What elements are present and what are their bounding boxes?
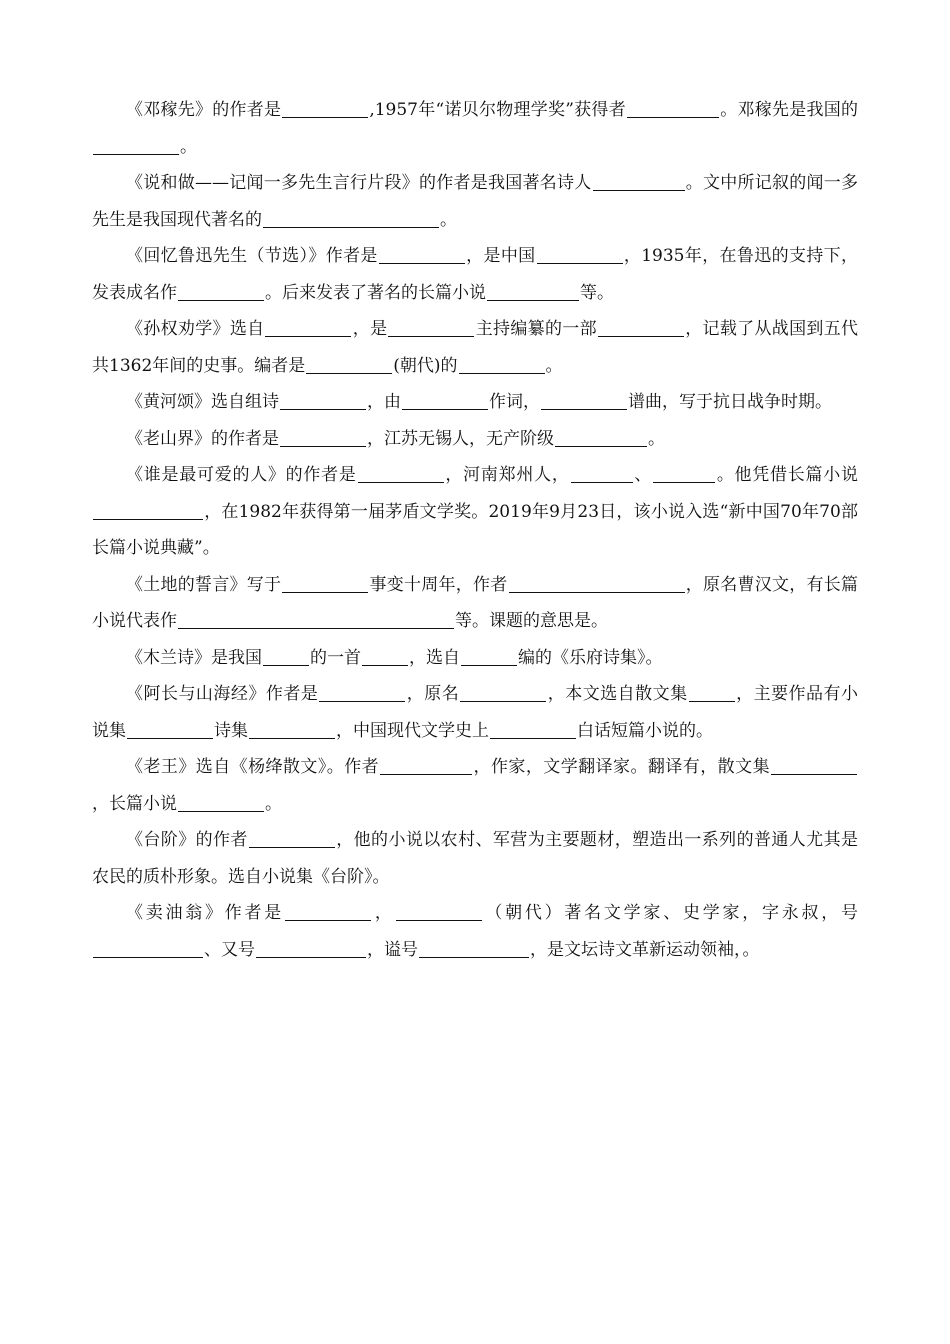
paragraph-text: ，江苏无锡人，无产阶级 (367, 428, 554, 449)
fill-in-blank[interactable] (280, 391, 366, 410)
fill-in-blank[interactable] (127, 720, 213, 739)
fill-in-blank[interactable] (509, 574, 685, 593)
paragraph-text: ，在1982年获得第一届茅盾文学奖。2019年9月23日，该小说入选“新中国70年70部长篇小说典藏”。 (92, 501, 858, 558)
paragraph-text: (朝代)的 (393, 355, 458, 376)
paragraph-text: ，原名曹汉文，有长篇小说代表作 (92, 574, 858, 631)
fill-in-blank[interactable] (379, 245, 465, 264)
paragraph-text: ，选自 (409, 647, 460, 668)
fill-in-blank[interactable] (178, 282, 264, 301)
fill-in-blank[interactable] (537, 245, 623, 264)
paragraph-text: 作词， (489, 392, 540, 412)
paragraph-text: 。文中所记叙的闻一多先生是我国现代著名的 (92, 173, 858, 230)
paragraph-text: ，原名 (406, 684, 460, 704)
paragraph-text: 。邓稼先是我国的 (719, 100, 859, 120)
paragraph-text: 。 (265, 793, 282, 814)
fill-in-blank[interactable] (459, 355, 545, 374)
paragraph-text: ，主要作品有小说集 (92, 684, 859, 741)
fill-in-blank[interactable] (627, 99, 719, 118)
fill-in-blank[interactable] (265, 318, 351, 337)
paragraph-text: ,1957年“诺贝尔物理学奖”获得者 (369, 100, 626, 120)
paragraph-text: 《木兰诗》是我国 (126, 647, 262, 668)
fill-in-blank[interactable] (598, 318, 684, 337)
fill-in-blank[interactable] (263, 209, 439, 228)
paragraph-text: 等。课题的意思是。 (455, 611, 608, 631)
paragraph-text: ，本文选自散文集 (547, 684, 688, 704)
fill-in-blank[interactable] (541, 391, 627, 410)
paragraph-text: 诗集 (214, 720, 248, 741)
paragraph-text: 。 (180, 136, 197, 157)
fill-in-blank[interactable] (571, 464, 633, 483)
paragraph-text: 主持编纂的一部 (475, 319, 597, 339)
paragraph-text: ，长篇小说 (92, 793, 177, 814)
fill-in-blank[interactable] (249, 829, 335, 848)
question-paragraph (92, 165, 858, 238)
paragraph-text: （朝代）著名文学家、史学家，字永叔，号 (482, 903, 859, 923)
question-paragraph (92, 421, 858, 458)
paragraph-text: 等。 (580, 282, 614, 303)
fill-in-blank[interactable] (256, 939, 366, 958)
fill-in-blank[interactable] (490, 720, 576, 739)
question-paragraph (92, 567, 858, 640)
paragraph-text: 的一首 (310, 647, 361, 668)
paragraph-text: 《说和做——记闻一多先生言行片段》的作者是我国著名诗人 (126, 173, 592, 193)
paragraph-text: 《孙权劝学》选自 (126, 319, 265, 339)
fill-in-blank[interactable] (282, 99, 368, 118)
worksheet-page (92, 92, 858, 968)
fill-in-blank[interactable] (306, 355, 392, 374)
question-paragraph (92, 238, 858, 311)
paragraph-text: 《邓稼先》的作者是 (126, 100, 282, 120)
paragraph-text: ，由 (367, 392, 401, 412)
question-paragraph (92, 676, 858, 749)
question-paragraph (92, 640, 858, 677)
fill-in-blank[interactable] (285, 902, 371, 921)
fill-in-blank[interactable] (263, 647, 309, 666)
paragraph-text: 。 (440, 209, 457, 230)
fill-in-blank[interactable] (771, 756, 857, 775)
fill-in-blank[interactable] (461, 647, 517, 666)
paragraph-text: 《老山界》的作者是 (126, 428, 279, 449)
paragraph-text: ，中国现代文学史上 (336, 720, 489, 741)
paragraph-text: ，记载了从战国到五代共1362年间的史事。编者是 (92, 319, 859, 376)
question-paragraph (92, 749, 858, 822)
fill-in-blank[interactable] (653, 464, 715, 483)
paragraph-text: 。后来发表了著名的长篇小说 (265, 282, 486, 303)
fill-in-blank[interactable] (280, 428, 366, 447)
paragraph-text: 谱曲，写于抗日战争时期。 (628, 392, 832, 412)
paragraph-text: 。他凭借长篇小说 (716, 465, 859, 485)
fill-in-blank[interactable] (362, 647, 408, 666)
paragraph-text: 《土地的誓言》写于 (126, 574, 282, 595)
fill-in-blank[interactable] (555, 428, 647, 447)
fill-in-blank[interactable] (93, 939, 203, 958)
question-paragraph (92, 384, 858, 421)
fill-in-blank[interactable] (460, 683, 546, 702)
paragraph-text: ，是中国 (465, 246, 536, 266)
paragraph-text: 。 (545, 355, 563, 376)
paragraph-text: ，作家，文学翻译家。翻译有，散文集 (473, 757, 771, 777)
paragraph-text: ，河南郑州人， (444, 465, 570, 485)
question-paragraph (92, 895, 858, 968)
fill-in-blank[interactable] (419, 939, 529, 958)
question-paragraph (92, 457, 858, 567)
fill-in-blank[interactable] (93, 501, 203, 520)
question-paragraph (92, 822, 858, 895)
paragraph-text: ， (372, 903, 395, 923)
paragraph-text: ，谥号 (367, 939, 418, 960)
paragraph-text: 。 (648, 428, 665, 449)
fill-in-blank[interactable] (358, 464, 444, 483)
fill-in-blank[interactable] (402, 391, 488, 410)
paragraph-text: 事变十周年，作者 (369, 574, 508, 595)
paragraph-text: 《回忆鲁迅先生（节选）》作者是 (126, 246, 378, 266)
fill-in-blank[interactable] (178, 610, 454, 629)
fill-in-blank[interactable] (593, 172, 685, 191)
paragraph-text: 白话短篇小说的。 (577, 720, 713, 741)
question-paragraph (92, 92, 858, 165)
fill-in-blank[interactable] (282, 574, 368, 593)
question-paragraph (92, 311, 858, 384)
paragraph-text: 、 (633, 465, 653, 485)
paragraph-text: 《谁是最可爱的人》的作者是 (126, 465, 357, 485)
fill-in-blank[interactable] (93, 136, 179, 155)
paragraph-text: 《台阶》的作者 (126, 830, 248, 850)
paragraph-text: 《黄河颂》选自组诗 (126, 392, 279, 412)
fill-in-blank[interactable] (689, 683, 735, 702)
paragraph-text: 《阿长与山海经》作者是 (126, 684, 319, 704)
fill-in-blank[interactable] (396, 902, 482, 921)
fill-in-blank[interactable] (178, 793, 264, 812)
fill-in-blank[interactable] (319, 683, 405, 702)
fill-in-blank[interactable] (487, 282, 579, 301)
paragraph-text: 、又号 (204, 939, 255, 960)
paragraph-text: ，他的小说以农村、军营为主要题材，塑造出一系列的普通人尤其是农民的质朴形象。选自小说集《台阶》。 (92, 830, 859, 887)
fill-in-blank[interactable] (388, 318, 474, 337)
paragraph-text: 《老王》选自《杨绛散文》。作者 (126, 757, 380, 777)
paragraph-text: 《卖油翁》作者是 (126, 903, 285, 923)
fill-in-blank[interactable] (380, 756, 472, 775)
fill-in-blank[interactable] (249, 720, 335, 739)
paragraph-text: ，是文坛诗文革新运动领袖，。 (530, 939, 760, 960)
paragraph-text: 编的《乐府诗集》。 (518, 647, 663, 668)
paragraph-text: ，1935年，在鲁迅的支持下，发表成名作 (92, 246, 859, 303)
paragraph-text: ，是 (352, 319, 388, 339)
